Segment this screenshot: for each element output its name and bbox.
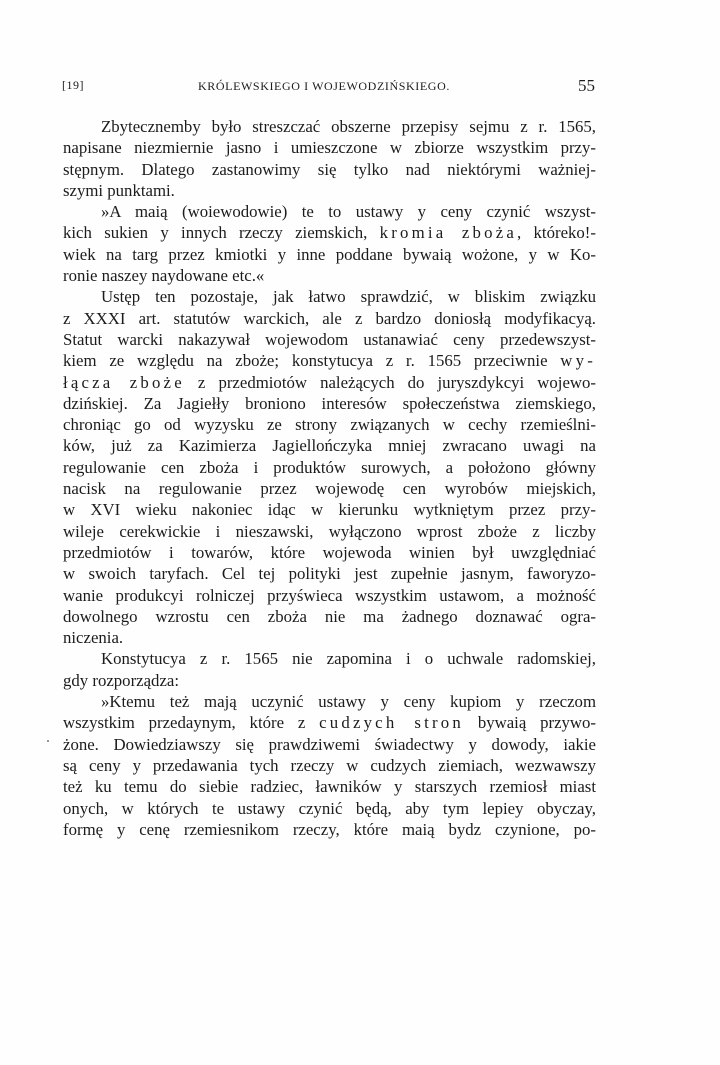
line-text: onych, w których te ustawy czynić będą, aby tym lepiey obyczay, — [63, 798, 596, 818]
text-line — [63, 819, 596, 840]
text-line — [63, 180, 596, 201]
text-line — [63, 648, 596, 669]
text-line — [63, 691, 596, 712]
text-line — [63, 329, 596, 350]
spaced-emphasis-text: łącza zboże — [63, 372, 185, 392]
line-text: nacisk na regulowanie przez wojewodę cen wyrobów miejskich, — [63, 479, 596, 499]
text-line — [63, 414, 596, 435]
text-line — [63, 201, 596, 222]
text-line — [63, 308, 596, 329]
text-line — [63, 457, 596, 478]
line-text: też ku temu do siebie radziec, ławników y starszych rzemiosł miast — [63, 777, 596, 797]
margin-speck — [47, 740, 49, 742]
text-line — [63, 372, 596, 393]
spaced-emphasis-text: kromia zboża — [379, 223, 518, 243]
text-line — [63, 222, 596, 243]
text-line — [63, 627, 596, 648]
text-line — [63, 585, 596, 606]
text-line — [63, 755, 596, 776]
spaced-emphasis-text: cudzych stron — [319, 713, 464, 733]
line-text: Statut warcki nakazywał wojewodom ustanawiać ceny przedewszyst- — [63, 329, 596, 349]
text-line — [63, 286, 596, 307]
folio-marker: [19] — [62, 78, 84, 92]
text-line — [63, 499, 596, 520]
line-text: dzińskiej. Za Jagiełły broniono interesów społeczeństwa ziemskiego, — [63, 393, 596, 413]
text-line — [63, 798, 596, 819]
line-text: przedmiotów i towarów, które wojewoda winien był uwzględniać — [63, 542, 596, 562]
line-text: są ceny y przedawania tych rzeczy w cudzych ziemiach, wezwawszy — [63, 755, 596, 775]
line-text: formę y cenę rzemiesnikom rzeczy, które maią bydz czynione, po- — [63, 819, 596, 839]
line-text: ronie naszey naydowane etc.« — [63, 266, 265, 286]
line-text: dowolnego wzrostu cen zboża nie ma żadnego doznawać ogra- — [63, 606, 596, 626]
text-line — [63, 137, 596, 158]
line-text: Konstytucya z r. 1565 nie zapomina i o uchwale radomskiej, — [101, 649, 596, 669]
text-line — [63, 606, 596, 627]
body-text — [63, 116, 596, 840]
line-text: , któreko!- — [517, 223, 596, 243]
line-text: napisane niezmiernie jasno i umieszczone w zbiorze wszystkim przy- — [63, 138, 596, 158]
line-text: Ustęp ten pozostaje, jak łatwo sprawdzić, w bliskim związku — [101, 287, 596, 307]
text-line — [63, 435, 596, 456]
line-text: Zbytecznemby było streszczać obszerne przepisy sejmu z r. 1565, — [101, 117, 596, 136]
line-text: wszystkim przedaynym, które z — [63, 713, 320, 733]
spaced-emphasis-text: wy- — [560, 351, 596, 371]
text-line — [63, 712, 596, 733]
text-line — [63, 350, 596, 371]
line-text: niczenia. — [63, 628, 124, 648]
line-text: stępnym. Dlatego zastanowimy się tylko nad niektórymi ważniej- — [63, 159, 596, 179]
running-title: KRÓLEWSKIEGO I WOJEWODZIŃSKIEGO. — [198, 79, 450, 93]
line-text: żone. Dowiedziawszy się prawdziwemi świadectwy y dowody, iakie — [63, 734, 596, 754]
line-text: chroniąc go od wyzysku ze strony związanych w cechy rzemieślni- — [63, 415, 596, 435]
line-text: szymi punktami. — [63, 180, 175, 200]
text-line — [63, 563, 596, 584]
text-line — [63, 734, 596, 755]
line-text: gdy rozporządza: — [63, 670, 180, 690]
line-text: z przedmiotów należących do juryszdykcyi wojewo- — [184, 372, 596, 392]
line-text: regulowanie cen zboża i produktów surowych, a położono główny — [63, 457, 596, 477]
running-head — [62, 78, 595, 98]
text-line — [63, 542, 596, 563]
text-line — [63, 776, 596, 797]
line-text: wiek na targ przez kmiotki y inne poddane bywaią wożone, y w Ko- — [63, 244, 596, 264]
text-line — [63, 478, 596, 499]
line-text: w XVI wieku nakoniec idąc w kierunku wytkniętym przez przy- — [63, 500, 596, 520]
page-number: 55 — [578, 76, 595, 95]
line-text: w swoich taryfach. Cel tej polityki jest zupełnie jasnym, faworyzo- — [63, 564, 596, 584]
line-text: ków, już za Kazimierza Jagiellończyka mniej zwracano uwagi na — [63, 436, 596, 456]
text-line — [63, 116, 596, 137]
line-text: bywaią przywo- — [464, 713, 597, 733]
line-text: »Ktemu też mają uczynić ustawy y ceny kupiom y rzeczom — [101, 692, 596, 712]
line-text: kiem ze względu na zboże; konstytucya z r. 1565 przeciwnie — [63, 351, 561, 371]
line-text: »A maią (woiewodowie) te to ustawy y ceny czynić wszyst- — [101, 202, 596, 222]
line-text: wanie produkcyi rolniczej przyświeca wszystkim ustawom, a możność — [63, 585, 596, 605]
text-line — [63, 265, 596, 286]
line-text: z XXXI art. statutów warckich, ale z bardzo doniosłą modyfikacyą. — [63, 308, 596, 328]
line-text: kich sukien y innych rzeczy ziemskich, — [63, 223, 380, 243]
line-text: wileje cerekwickie i nieszawski, wyłączono wprost zboże z liczby — [63, 521, 596, 541]
text-line — [63, 159, 596, 180]
text-line — [63, 670, 596, 691]
text-line — [63, 244, 596, 265]
text-line — [63, 393, 596, 414]
text-line — [63, 521, 596, 542]
